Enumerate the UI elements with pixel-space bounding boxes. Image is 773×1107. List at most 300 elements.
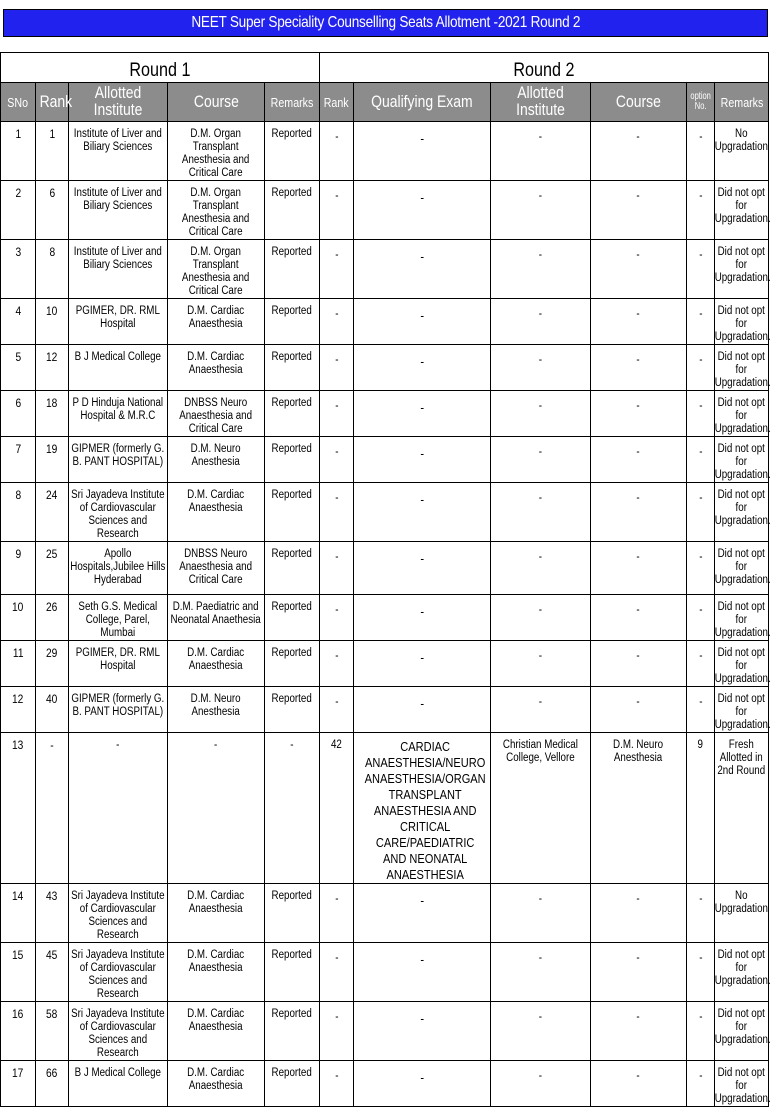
cell-rank2 [320, 483, 354, 542]
cell-institute2 [491, 733, 591, 884]
cell-institute-text: GIPMER (formerly G. B. PANT HOSPITAL) [71, 693, 165, 718]
cell-rank-text: 18 [46, 396, 58, 410]
cell-option-no [687, 1002, 715, 1061]
cell-course-text: D.M. Neuro Anesthesia [191, 693, 241, 718]
cell-course2 [591, 299, 687, 345]
cell-remarks [265, 483, 320, 542]
cell-course [168, 345, 265, 391]
cell-remarks-text: Reported [271, 647, 313, 659]
cell-course2-text: - [636, 308, 641, 320]
cell-institute2 [491, 595, 591, 641]
cell-course2-text: - [636, 249, 641, 261]
cell-sno-text: 1 [15, 127, 21, 141]
cell-rank-text: 45 [46, 948, 58, 962]
cell-course2-text: - [636, 1011, 641, 1023]
table-row [1, 733, 769, 884]
cell-remarks [265, 641, 320, 687]
cell-remarks-text: Reported [271, 949, 313, 961]
cell-institute2-text: Christian Medical College, Vellore [503, 739, 579, 764]
table-row [1, 391, 769, 437]
cell-remarks-text: Reported [271, 351, 313, 363]
cell-course-text: D.M. Cardiac Anaesthesia [187, 949, 245, 974]
cell-qualifying-exam [354, 542, 491, 595]
table-row [1, 595, 769, 641]
cell-institute-text: Sri Jayadeva Institute of Cardiovascular Sciences and Research [71, 949, 165, 1000]
cell-course [168, 391, 265, 437]
cell-qualifying-exam [354, 391, 491, 437]
cell-rank-text: 25 [46, 547, 58, 561]
cell-sno-text: 16 [12, 1007, 24, 1021]
header-qualifying-exam: Qualifying Exam [354, 83, 491, 122]
header-rank2: Rank [320, 83, 354, 122]
cell-qualifying-exam [354, 884, 491, 943]
cell-rank [36, 542, 69, 595]
cell-remarks2-text: Did not opt for Upgradation. [714, 693, 771, 731]
header-remarks2: Remarks [715, 83, 769, 122]
cell-remarks-text: Reported [271, 128, 313, 140]
cell-option-no [687, 483, 715, 542]
cell-qualifying-exam [354, 345, 491, 391]
cell-qualifying-exam [354, 437, 491, 483]
cell-option-no [687, 240, 715, 299]
cell-course-text: D.M. Cardiac Anaesthesia [187, 489, 245, 514]
cell-institute-text: PGIMER, DR. RML Hospital [75, 305, 161, 330]
cell-remarks-text: Reported [271, 246, 313, 258]
cell-course2-text: - [636, 1070, 641, 1082]
cell-remarks [265, 299, 320, 345]
cell-remarks2 [715, 437, 769, 483]
cell-qualifying-exam-text: CARDIAC ANAESTHESIA/NEURO ANAESTHESIA/ORGAN TRANSPLANT ANAESTHESIA AND CRITICAL CARE/PAEDIATRIC AND NEONATAL ANAESTHESIA [364, 739, 486, 882]
cell-option-no-text: - [698, 190, 703, 202]
cell-option-no-text: - [698, 952, 703, 964]
cell-remarks-text: Reported [271, 1008, 313, 1020]
cell-rank [36, 595, 69, 641]
cell-qualifying-exam-text: - [420, 604, 424, 619]
cell-sno [1, 1061, 36, 1107]
cell-institute-text: Sri Jayadeva Institute of Cardiovascular Sciences and Research [71, 489, 165, 540]
cell-institute2 [491, 542, 591, 595]
cell-qualifying-exam [354, 1002, 491, 1061]
cell-remarks [265, 345, 320, 391]
cell-institute-text: Sri Jayadeva Institute of Cardiovascular Sciences and Research [71, 1008, 165, 1059]
cell-institute [69, 181, 168, 240]
cell-remarks2 [715, 1061, 769, 1107]
cell-institute-text: Institute of Liver and Biliary Sciences [73, 187, 163, 212]
cell-remarks-text: Reported [271, 548, 313, 560]
cell-remarks2-text: Did not opt for Upgradation. [714, 1067, 771, 1105]
cell-remarks [265, 437, 320, 483]
cell-rank2-text: - [334, 131, 339, 143]
cell-option-no [687, 391, 715, 437]
cell-institute2-text: - [538, 190, 543, 202]
cell-course2-text: - [636, 893, 641, 905]
cell-sno [1, 687, 36, 733]
cell-course2 [591, 943, 687, 1002]
cell-institute2-text: - [538, 354, 543, 366]
cell-remarks [265, 542, 320, 595]
round2-header [320, 53, 769, 83]
cell-course-text: D.M. Cardiac Anaesthesia [187, 305, 245, 330]
cell-course2 [591, 483, 687, 542]
cell-institute2 [491, 181, 591, 240]
cell-option-no [687, 1061, 715, 1107]
cell-remarks [265, 1002, 320, 1061]
cell-course2-text: - [636, 696, 641, 708]
cell-sno [1, 391, 36, 437]
cell-remarks2 [715, 483, 769, 542]
cell-qualifying-exam-text: - [420, 492, 424, 507]
cell-course2-text: - [636, 551, 641, 563]
cell-institute [69, 345, 168, 391]
cell-course [168, 181, 265, 240]
cell-rank2-text: - [334, 446, 339, 458]
cell-qualifying-exam-text: - [420, 131, 424, 146]
cell-rank2 [320, 733, 354, 884]
cell-course2 [591, 595, 687, 641]
cell-option-no [687, 733, 715, 884]
cell-qualifying-exam [354, 181, 491, 240]
cell-option-no [687, 181, 715, 240]
cell-option-no-text: - [698, 650, 703, 662]
cell-course-text: DNBSS Neuro Anaesthesia and Critical Care [179, 548, 253, 586]
cell-course-text: D.M. Cardiac Anaesthesia [187, 1067, 245, 1092]
cell-remarks [265, 181, 320, 240]
cell-course2-text: - [636, 446, 641, 458]
table-row [1, 687, 769, 733]
cell-institute2 [491, 391, 591, 437]
header-course: Course [168, 83, 265, 122]
cell-option-no-text: - [698, 893, 703, 905]
cell-institute-text: - [116, 739, 120, 751]
cell-rank2-text: - [334, 400, 339, 412]
cell-rank-text: 29 [46, 646, 58, 660]
cell-remarks2 [715, 345, 769, 391]
cell-sno [1, 943, 36, 1002]
cell-course-text: D.M. Cardiac Anaesthesia [187, 1008, 245, 1033]
cell-institute2-text: - [538, 551, 543, 563]
cell-option-no-text: - [698, 249, 703, 261]
cell-rank-text: 66 [46, 1066, 58, 1080]
cell-remarks-text: Reported [271, 443, 313, 455]
cell-rank2-text: - [334, 696, 339, 708]
cell-option-no [687, 542, 715, 595]
cell-rank-text: 58 [46, 1007, 58, 1021]
cell-option-no-text: - [698, 400, 703, 412]
cell-rank2-text: - [334, 604, 339, 616]
cell-institute2-text: - [538, 604, 543, 616]
cell-institute2 [491, 345, 591, 391]
cell-institute2 [491, 299, 591, 345]
cell-institute [69, 240, 168, 299]
cell-qualifying-exam [354, 483, 491, 542]
cell-qualifying-exam-text: - [420, 190, 424, 205]
cell-institute2-text: - [538, 308, 543, 320]
cell-option-no-text: - [698, 604, 703, 616]
cell-rank-text: 43 [46, 889, 58, 903]
cell-rank-text: 12 [46, 350, 58, 364]
cell-course2-text: - [636, 492, 641, 504]
cell-remarks [265, 122, 320, 181]
cell-course2-text: - [636, 131, 641, 143]
cell-institute2 [491, 437, 591, 483]
cell-remarks2 [715, 1002, 769, 1061]
cell-sno-text: 2 [15, 186, 21, 200]
table-row [1, 437, 769, 483]
cell-sno [1, 483, 36, 542]
table-row [1, 943, 769, 1002]
cell-sno-text: 12 [12, 692, 24, 706]
cell-institute [69, 483, 168, 542]
cell-rank [36, 884, 69, 943]
cell-option-no [687, 299, 715, 345]
cell-remarks2-text: Did not opt for Upgradation. [714, 187, 771, 225]
cell-remarks2 [715, 122, 769, 181]
cell-institute2 [491, 483, 591, 542]
cell-institute [69, 641, 168, 687]
cell-option-no [687, 687, 715, 733]
cell-institute2-text: - [538, 492, 543, 504]
cell-rank-text: - [50, 738, 54, 752]
cell-institute2-text: - [538, 696, 543, 708]
cell-course-text: D.M. Organ Transplant Anesthesia and Critical Care [182, 187, 250, 238]
cell-course [168, 687, 265, 733]
cell-remarks [265, 1061, 320, 1107]
cell-course2 [591, 687, 687, 733]
cell-course [168, 595, 265, 641]
cell-course2 [591, 122, 687, 181]
cell-sno-text: 3 [15, 245, 21, 259]
cell-option-no-text: - [698, 492, 703, 504]
cell-option-no-text: - [698, 446, 703, 458]
cell-rank [36, 1002, 69, 1061]
cell-option-no-text: - [698, 131, 703, 143]
cell-sno [1, 1002, 36, 1061]
cell-institute-text: GIPMER (formerly G. B. PANT HOSPITAL) [71, 443, 165, 468]
table-body [1, 122, 769, 1107]
table-row [1, 641, 769, 687]
cell-qualifying-exam-text: - [420, 308, 424, 323]
cell-institute2 [491, 687, 591, 733]
cell-course [168, 733, 265, 884]
cell-rank2-text: - [334, 952, 339, 964]
table-row [1, 345, 769, 391]
table-row [1, 299, 769, 345]
cell-course [168, 1002, 265, 1061]
cell-course [168, 884, 265, 943]
cell-course-text: D.M. Organ Transplant Anesthesia and Critical Care [182, 246, 250, 297]
cell-qualifying-exam-text: - [420, 650, 424, 665]
cell-rank-text: 6 [49, 186, 55, 200]
cell-institute [69, 884, 168, 943]
cell-remarks2 [715, 299, 769, 345]
cell-course2-text: - [636, 400, 641, 412]
cell-course2-text: - [636, 190, 641, 202]
table-row [1, 542, 769, 595]
cell-rank2 [320, 122, 354, 181]
cell-rank [36, 687, 69, 733]
cell-option-no [687, 595, 715, 641]
cell-remarks-text: Reported [271, 187, 313, 199]
cell-sno-text: 8 [15, 488, 21, 502]
cell-option-no [687, 884, 715, 943]
cell-course2 [591, 542, 687, 595]
cell-institute [69, 1061, 168, 1107]
cell-rank2-text: - [334, 893, 339, 905]
cell-qualifying-exam [354, 1061, 491, 1107]
round1-label: Round 1 [129, 60, 191, 81]
cell-institute-text: Sri Jayadeva Institute of Cardiovascular Sciences and Research [71, 890, 165, 941]
cell-institute2 [491, 1061, 591, 1107]
cell-sno [1, 345, 36, 391]
cell-remarks2-text: Did not opt for Upgradation. [714, 443, 771, 481]
cell-rank2-text: - [334, 249, 339, 261]
cell-course2 [591, 641, 687, 687]
cell-rank2-text: - [334, 650, 339, 662]
cell-qualifying-exam-text: - [420, 354, 424, 369]
cell-sno [1, 240, 36, 299]
cell-course [168, 483, 265, 542]
cell-institute-text: P D Hinduja National Hospital & M.R.C [72, 397, 164, 422]
cell-remarks2 [715, 641, 769, 687]
cell-course2-text: - [636, 952, 641, 964]
table-row [1, 1061, 769, 1107]
cell-qualifying-exam [354, 595, 491, 641]
cell-course [168, 641, 265, 687]
cell-sno-text: 11 [12, 646, 24, 660]
cell-institute-text: Seth G.S. Medical College, Parel, Mumbai [78, 601, 158, 639]
cell-course [168, 122, 265, 181]
cell-course-text: D.M. Neuro Anesthesia [191, 443, 241, 468]
cell-rank [36, 437, 69, 483]
cell-qualifying-exam-text: - [420, 696, 424, 711]
cell-institute2 [491, 641, 591, 687]
cell-rank2-text: - [334, 190, 339, 202]
cell-rank-text: 26 [46, 600, 58, 614]
cell-institute [69, 943, 168, 1002]
header-allotted-institute: Allotted Institute [69, 83, 168, 122]
cell-remarks2-text: Did not opt for Upgradation. [714, 647, 771, 685]
cell-rank2-text: - [334, 1070, 339, 1082]
cell-option-no [687, 641, 715, 687]
cell-course-text: D.M. Cardiac Anaesthesia [187, 351, 245, 376]
cell-rank-text: 19 [46, 442, 58, 456]
cell-remarks [265, 687, 320, 733]
cell-course2 [591, 240, 687, 299]
cell-remarks2 [715, 943, 769, 1002]
table-row [1, 181, 769, 240]
cell-institute2 [491, 240, 591, 299]
cell-sno-text: 14 [12, 889, 24, 903]
cell-sno-text: 4 [15, 304, 21, 318]
cell-institute [69, 122, 168, 181]
cell-rank-text: 8 [49, 245, 55, 259]
cell-remarks2-text: Did not opt for Upgradation. [714, 351, 771, 389]
cell-rank2 [320, 181, 354, 240]
cell-course2-text: - [636, 650, 641, 662]
cell-sno [1, 437, 36, 483]
cell-course [168, 542, 265, 595]
cell-institute2-text: - [538, 650, 543, 662]
cell-remarks [265, 733, 320, 884]
table-row [1, 1002, 769, 1061]
cell-remarks-text: - [290, 739, 294, 751]
cell-remarks2-text: No Upgradation [714, 128, 769, 153]
cell-course2 [591, 345, 687, 391]
cell-institute2-text: - [538, 131, 543, 143]
cell-course2 [591, 1061, 687, 1107]
cell-institute [69, 391, 168, 437]
cell-sno-text: 5 [15, 350, 21, 364]
cell-course-text: D.M. Cardiac Anaesthesia [187, 647, 245, 672]
cell-rank [36, 641, 69, 687]
cell-rank2-text: - [334, 551, 339, 563]
cell-institute2-text: - [538, 1070, 543, 1082]
cell-qualifying-exam [354, 943, 491, 1002]
cell-institute-text: Institute of Liver and Biliary Sciences [73, 128, 163, 153]
cell-qualifying-exam [354, 687, 491, 733]
cell-rank [36, 122, 69, 181]
cell-rank2 [320, 1061, 354, 1107]
cell-remarks2 [715, 542, 769, 595]
cell-course2 [591, 181, 687, 240]
cell-course2-text: - [636, 604, 641, 616]
cell-institute2 [491, 884, 591, 943]
cell-course2 [591, 437, 687, 483]
cell-course [168, 437, 265, 483]
cell-rank [36, 345, 69, 391]
page-title-text: NEET Super Speciality Counselling Seats Allotment -2021 Round 2 [191, 14, 580, 31]
cell-rank2 [320, 943, 354, 1002]
cell-institute [69, 687, 168, 733]
cell-rank [36, 181, 69, 240]
cell-qualifying-exam-text: - [420, 551, 424, 566]
cell-rank [36, 483, 69, 542]
cell-remarks-text: Reported [271, 693, 313, 705]
cell-institute2-text: - [538, 893, 543, 905]
cell-course-text: D.M. Cardiac Anaesthesia [187, 890, 245, 915]
cell-sno [1, 641, 36, 687]
table-row [1, 884, 769, 943]
cell-qualifying-exam [354, 641, 491, 687]
page-title [3, 9, 768, 37]
cell-qualifying-exam-text: - [420, 446, 424, 461]
cell-option-no [687, 943, 715, 1002]
cell-rank [36, 391, 69, 437]
cell-remarks [265, 943, 320, 1002]
cell-rank-text: 1 [49, 127, 55, 141]
cell-course2 [591, 1002, 687, 1061]
cell-institute2 [491, 943, 591, 1002]
cell-rank2 [320, 391, 354, 437]
cell-rank2 [320, 687, 354, 733]
cell-rank-text: 10 [46, 304, 58, 318]
cell-course2-text: - [636, 354, 641, 366]
cell-option-no [687, 437, 715, 483]
cell-rank2 [320, 542, 354, 595]
cell-course-text: - [214, 739, 218, 751]
cell-course [168, 299, 265, 345]
cell-sno-text: 7 [15, 442, 21, 456]
cell-qualifying-exam [354, 122, 491, 181]
cell-institute [69, 437, 168, 483]
cell-qualifying-exam-text: - [420, 952, 424, 967]
column-header-row [1, 83, 769, 122]
cell-remarks-text: Reported [271, 397, 313, 409]
cell-qualifying-exam [354, 299, 491, 345]
cell-rank2-text: - [334, 354, 339, 366]
cell-remarks-text: Reported [271, 890, 313, 902]
cell-institute [69, 299, 168, 345]
